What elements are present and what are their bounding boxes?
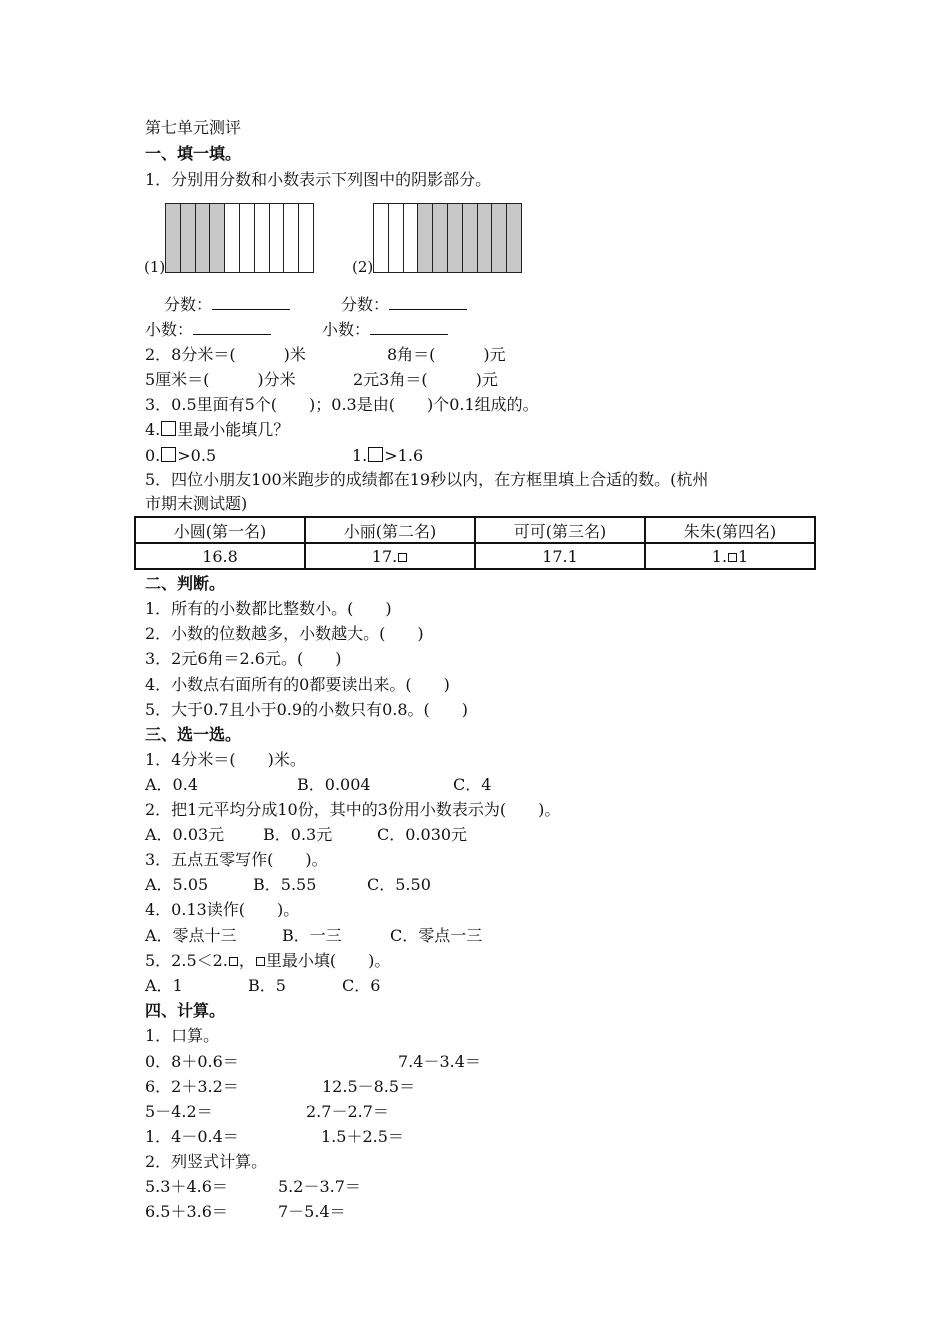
oral-item: 1．4－0.4＝ <box>145 1127 239 1146</box>
blank-cell <box>374 204 389 272</box>
choice-q1-opt-b: B．0.004 <box>297 775 371 794</box>
table-cell: 1. 1 <box>645 543 815 569</box>
shaded-cell <box>196 204 211 272</box>
decimal-answer-2: 小数： <box>322 320 448 340</box>
scores-table <box>134 516 816 570</box>
table-row <box>135 543 815 569</box>
choice-q4-opt-b: B．一三 <box>282 926 342 945</box>
table-header: 小圆(第一名) <box>135 517 305 543</box>
blank-cell <box>284 204 299 272</box>
q1-4a: 0. >0.5 <box>145 446 217 465</box>
fraction-answer-1: 分数： <box>164 295 290 315</box>
judge-item-4: 4．小数点右面所有的0都要读出来。( ) <box>145 675 450 694</box>
shaded-cell <box>478 204 493 272</box>
figure-1-strip <box>165 203 314 273</box>
q1-3: 3．0.5里面有5个( )；0.3是由( )个0.1组成的。 <box>145 395 539 414</box>
choice-q3-opt-a: A．5.05 <box>145 875 209 894</box>
blank-cell <box>404 204 419 272</box>
choice-q5-opt-c: C．6 <box>342 976 381 995</box>
table-header: 可可(第三名) <box>475 517 645 543</box>
box-icon <box>161 421 176 436</box>
fraction-blank-1[interactable] <box>212 295 290 310</box>
oral-item: 5－4.2＝ <box>145 1102 213 1121</box>
judge-item-5: 5．大于0.7且小于0.9的小数只有0.8。( ) <box>145 700 469 719</box>
vertical-item: 7－5.4＝ <box>278 1202 346 1221</box>
q1-4b: 1. >1.6 <box>352 446 424 465</box>
choice-q2-opt-c: C．0.030元 <box>377 825 468 844</box>
answer-box[interactable] <box>728 553 737 562</box>
figure-2-label: (2) <box>352 258 374 276</box>
choice-q2: 2．把1元平均分成10份，其中的3份用小数表示为( )。 <box>145 800 561 819</box>
q1-2a: 2．8分米＝( )米 <box>145 345 306 364</box>
judge-item-1: 1．所有的小数都比整数小。( ) <box>145 599 392 618</box>
table-cell: 17.1 <box>475 543 645 569</box>
section-3-heading: 三、选一选。 <box>145 725 242 744</box>
oral-item: 0．8＋0.6＝ <box>145 1052 239 1071</box>
fraction-blank-2[interactable] <box>389 295 467 310</box>
blank-cell <box>225 204 240 272</box>
oral-item: 7.4－3.4＝ <box>398 1052 481 1071</box>
blank-cell <box>299 204 313 272</box>
oral-item: 1.5＋2.5＝ <box>321 1127 404 1146</box>
calc-q1: 1．口算。 <box>145 1026 220 1045</box>
table-header-row <box>135 517 815 543</box>
q1-5-line2: 市期末测试题) <box>145 494 248 513</box>
blank-cell <box>270 204 285 272</box>
section-2-heading: 二、判断。 <box>145 574 226 593</box>
calc-q2: 2．列竖式计算。 <box>145 1152 268 1171</box>
oral-item: 2.7－2.7＝ <box>306 1102 389 1121</box>
choice-q4: 4．0.13读作( )。 <box>145 900 300 919</box>
answer-box[interactable] <box>161 447 176 462</box>
choice-q3-opt-c: C．5.50 <box>367 875 431 894</box>
choice-q2-opt-b: B．0.3元 <box>263 825 333 844</box>
shaded-cell <box>433 204 448 272</box>
decimal-answer-1: 小数： <box>145 320 271 340</box>
choice-q2-opt-a: A．0.03元 <box>145 825 225 844</box>
oral-item: 6．2＋3.2＝ <box>145 1077 239 1096</box>
shaded-cell <box>210 204 225 272</box>
q1-5-line1: 5．四位小朋友100米跑步的成绩都在19秒以内，在方框里填上合适的数。(杭州 <box>145 470 709 489</box>
q1-4: 4. 里最小能填几？ <box>145 420 290 439</box>
section-4-heading: 四、计算。 <box>145 1001 226 1020</box>
judge-item-2: 2．小数的位数越多，小数越大。( ) <box>145 624 424 643</box>
table-cell: 16.8 <box>135 543 305 569</box>
decimal-blank-1[interactable] <box>193 320 271 335</box>
shaded-cell <box>492 204 507 272</box>
choice-q4-opt-c: C．零点一三 <box>390 926 483 945</box>
q1-1-text: 1．分别用分数和小数表示下列图中的阴影部分。 <box>145 170 492 189</box>
shaded-cell <box>507 204 521 272</box>
choice-q5-opt-b: B．5 <box>248 976 286 995</box>
figure-1-label: (1) <box>144 258 166 276</box>
blank-cell <box>240 204 255 272</box>
choice-q5: 5．2.5＜2. ， 里最小填( )。 <box>145 951 391 970</box>
choice-q1-opt-a: A．0.4 <box>145 775 199 794</box>
answer-box[interactable] <box>398 553 407 562</box>
q1-2d: 2元3角＝( )元 <box>353 370 498 389</box>
oral-item: 12.5－8.5＝ <box>322 1077 416 1096</box>
shaded-cell <box>166 204 181 272</box>
section-1-heading: 一、填一填。 <box>145 144 242 163</box>
page-title: 第七单元测评 <box>145 118 242 137</box>
vertical-item: 5.3＋4.6＝ <box>145 1177 228 1196</box>
table-cell: 17. <box>305 543 475 569</box>
blank-cell <box>389 204 404 272</box>
shaded-cell <box>463 204 478 272</box>
figure-2-strip <box>373 203 522 273</box>
choice-q3: 3．五点五零写作( )。 <box>145 850 328 869</box>
shaded-cell <box>181 204 196 272</box>
table-header: 朱朱(第四名) <box>645 517 815 543</box>
choice-q1-opt-c: C．4 <box>453 775 492 794</box>
choice-q4-opt-a: A．零点十三 <box>145 926 237 945</box>
decimal-blank-2[interactable] <box>370 320 448 335</box>
choice-q3-opt-b: B．5.55 <box>253 875 317 894</box>
choice-q5-opt-a: A．1 <box>145 976 183 995</box>
choice-q1: 1．4分米＝( )米。 <box>145 750 306 769</box>
shaded-cell <box>448 204 463 272</box>
q1-2b: 8角＝( )元 <box>387 345 506 364</box>
blank-cell <box>255 204 270 272</box>
box-icon <box>256 957 265 966</box>
vertical-item: 5.2－3.7＝ <box>278 1177 361 1196</box>
fraction-answer-2: 分数： <box>341 295 467 315</box>
shaded-cell <box>418 204 433 272</box>
table-header: 小丽(第二名) <box>305 517 475 543</box>
judge-item-3: 3．2元6角＝2.6元。( ) <box>145 649 342 668</box>
q1-2c: 5厘米＝( )分米 <box>145 370 296 389</box>
box-icon <box>229 957 238 966</box>
vertical-item: 6.5＋3.6＝ <box>145 1202 228 1221</box>
answer-box[interactable] <box>368 447 383 462</box>
